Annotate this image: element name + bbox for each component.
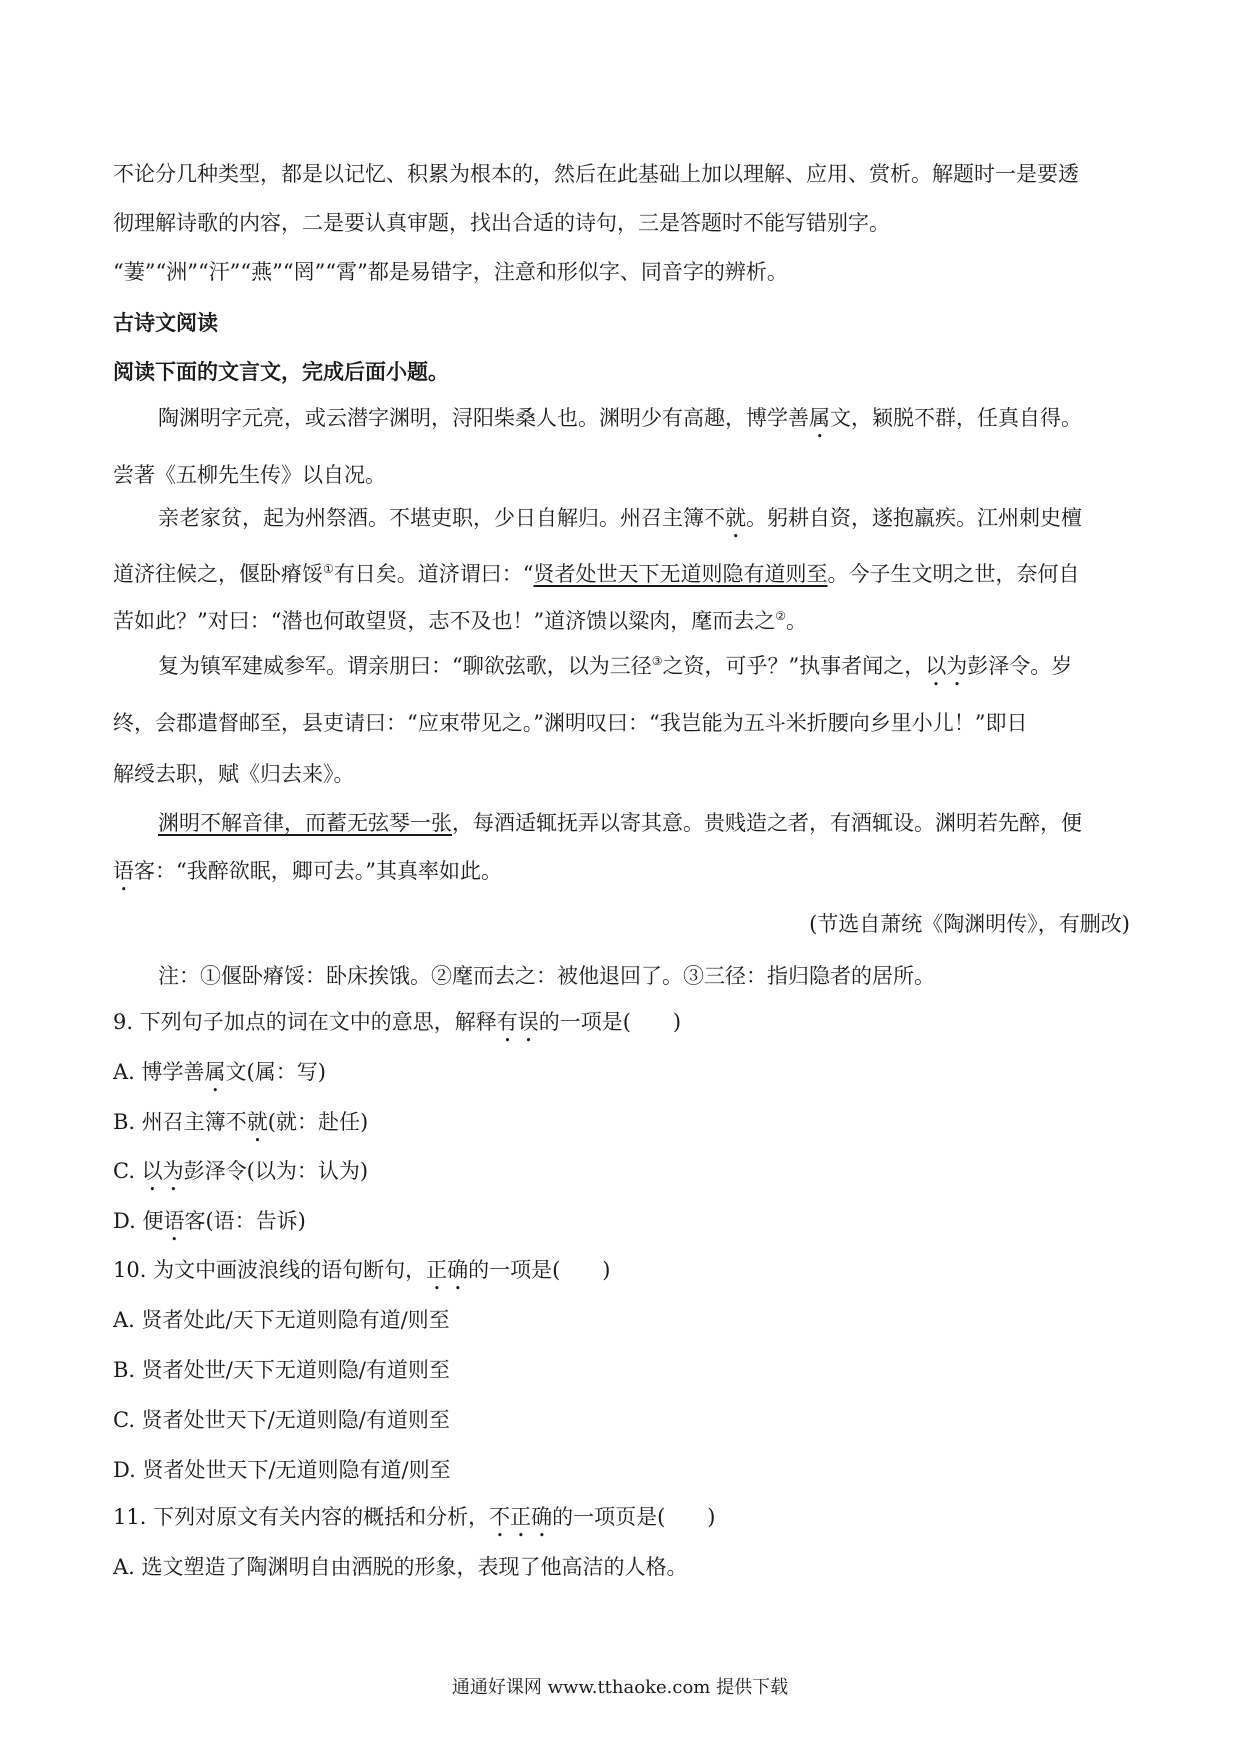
dotted-word: 属 <box>809 406 830 430</box>
text: 之资，可乎？”执事者闻之， <box>662 654 926 678</box>
dotted-word: 语 <box>113 859 134 883</box>
q9-option-a <box>113 1058 326 1097</box>
section-title: 古诗文阅读 <box>113 310 218 335</box>
passage-p3-line-2: 终，会郡遣督邮至，县吏请曰：“应束带见之。”渊明叹曰：“我岂能为五斗米折腰向乡里小儿！”即日 <box>113 711 1028 735</box>
q10-option-d: D. 贤者处世天下/无道则隐有道/则至 <box>113 1458 451 1482</box>
dotted-word: 就 <box>725 506 746 530</box>
text: 的一项是( ) <box>468 1258 611 1282</box>
dotted-word: 以为 <box>925 654 968 678</box>
q10-option-c: C. 贤者处世天下/无道则隐/有道则至 <box>113 1408 450 1432</box>
text: 复为镇军建威参军。谓亲朋曰：“聊欲弦歌，以为三径 <box>158 654 652 678</box>
text: D. 便 <box>113 1209 164 1233</box>
passage-p1-line-2: 尝著《五柳先生传》以自况。 <box>113 463 386 487</box>
passage-p3-line-3: 解绶去职，赋《归去来》。 <box>113 762 355 786</box>
q10-option-a: A. 贤者处此/天下无道则隐有道/则至 <box>113 1308 450 1332</box>
dotted-word: 有误 <box>496 1010 539 1034</box>
text: 道济往候之，偃卧瘠馁 <box>113 562 323 586</box>
q9-stem <box>113 1008 681 1047</box>
text: 9. 下列句子加点的词在文中的意思，解释 <box>113 1010 497 1034</box>
text: 客(语：告诉) <box>184 1209 306 1233</box>
dotted-word: 就 <box>246 1110 268 1134</box>
q10-stem <box>113 1256 610 1295</box>
q11-option-a: A. 选文塑造了陶渊明自由洒脱的形象，表现了他高洁的人格。 <box>113 1555 688 1579</box>
text: 亲老家贫，起为州祭酒。不堪吏职，少日自解归。州召主簿不 <box>158 506 725 530</box>
text: 。今子生文明之世，奈何自 <box>827 562 1080 586</box>
underlined-sentence: 贤者处世天下无道则隐有道则至 <box>533 562 828 586</box>
text: 彭泽令。岁 <box>967 654 1073 678</box>
text: 客：“我醉欲眠，卿可去。”其真率如此。 <box>134 859 502 883</box>
q9-option-c <box>113 1157 368 1196</box>
text: 文，颖脱不群，任真自得。 <box>830 406 1082 430</box>
text: 彭泽令(以为：认为) <box>183 1159 369 1183</box>
passage-p2-line-2 <box>113 560 1080 588</box>
text: 10. 为文中画波浪线的语句断句， <box>113 1258 427 1282</box>
q11-stem <box>113 1503 715 1542</box>
intro-line-3: “萋”“洲”“汗”“燕”“罔”“霄”都是易错字，注意和形似字、同音字的辨析。 <box>113 260 788 284</box>
text: 陶渊明字元亮，或云潜字渊明，浔阳柴桑人也。渊明少有高趣，博学善 <box>158 406 809 430</box>
passage-p4-line-2 <box>113 857 502 896</box>
dotted-word: 正确 <box>426 1258 469 1282</box>
dotted-word: 语 <box>163 1209 185 1233</box>
passage-p1-line-1 <box>158 404 1082 443</box>
underlined-sentence: 渊明不解音律，而蓄无弦琴一张 <box>158 811 452 835</box>
passage-p2-line-3 <box>113 607 807 635</box>
text: 的一项页是( ) <box>552 1505 716 1529</box>
source-citation: (节选自萧统《陶渊明传》，有删改) <box>809 912 1130 936</box>
text: C. <box>113 1159 142 1183</box>
text: 。躬耕自资，遂抱羸疾。江州刺史檀 <box>746 506 1082 530</box>
passage-p2-line-1 <box>158 504 1082 543</box>
text: A. 博学善 <box>113 1060 205 1084</box>
dotted-word: 以为 <box>141 1159 184 1183</box>
notes: 注：①偃卧瘠馁：卧床挨饿。②麾而去之：被他退回了。③三径：指归隐者的居所。 <box>158 964 935 988</box>
q10-option-b: B. 贤者处世/天下无道则隐/有道则至 <box>113 1358 450 1382</box>
text: (就：赴任) <box>267 1110 369 1134</box>
dotted-word: 不正确 <box>489 1505 553 1529</box>
instruction: 阅读下面的文言文，完成后面小题。 <box>113 359 449 384</box>
q9-option-b <box>113 1108 368 1147</box>
page-footer: 通通好课网 www.tthaoke.com 提供下载 <box>451 1677 789 1698</box>
text: 有日矣。道济谓曰：“ <box>333 562 534 586</box>
text: 。 <box>785 609 807 633</box>
passage-p3-line-1 <box>158 652 1072 691</box>
text: 的一项是( ) <box>538 1010 682 1034</box>
text: 苦如此？”对曰：“潜也何敢望贤，志不及也！”道济馈以粱肉，麾而去之 <box>113 609 776 633</box>
passage-p4-line-1 <box>158 809 1082 837</box>
intro-line-2: 彻理解诗歌的内容，二是要认真审题，找出合适的诗句，三是答题时不能写错别字。 <box>113 211 890 235</box>
text: ，每酒适辄抚弄以寄其意。贵贱造之者，有酒辄设。渊明若先醉，便 <box>452 811 1082 835</box>
intro-line-1: 不论分几种类型，都是以记忆、积累为根本的，然后在此基础上加以理解、应用、赏析。解题时一是要透 <box>113 162 1079 186</box>
note-marker: ① <box>323 562 334 576</box>
text: 文(属：写) <box>225 1060 326 1084</box>
note-marker: ③ <box>651 654 663 668</box>
note-marker: ② <box>775 609 786 623</box>
q9-option-d <box>113 1207 306 1246</box>
text: 11. 下列对原文有关内容的概括和分析， <box>113 1505 490 1529</box>
dotted-word: 属 <box>204 1060 226 1084</box>
text: B. 州召主簿不 <box>113 1110 247 1134</box>
